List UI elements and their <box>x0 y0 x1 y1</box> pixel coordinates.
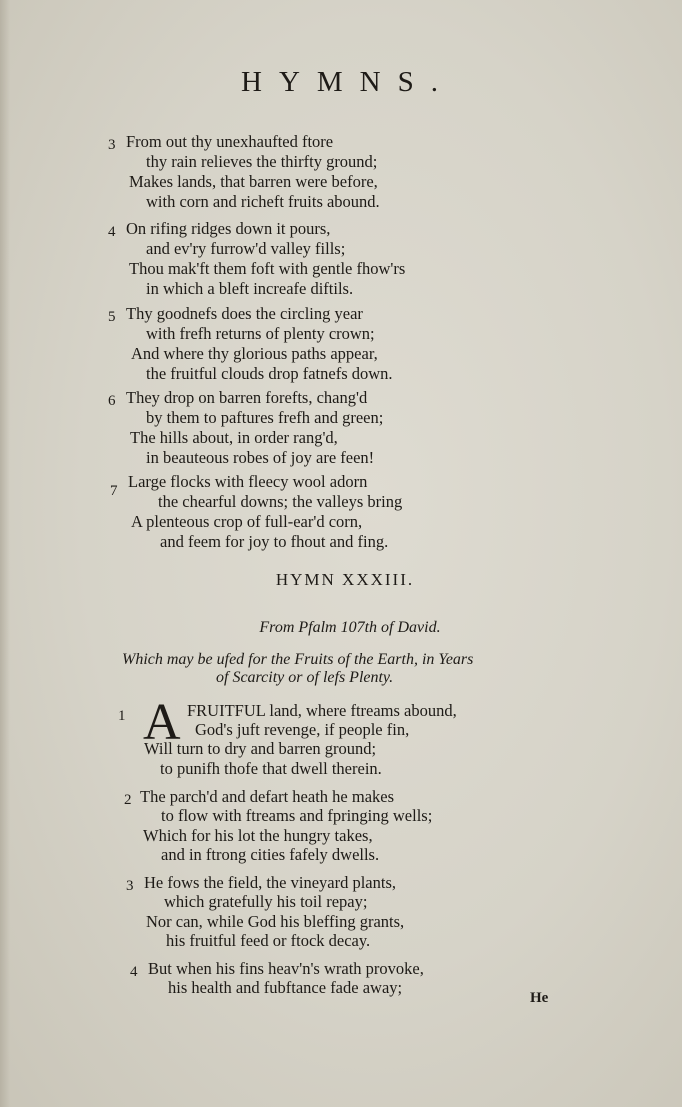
verse-line: A plenteous crop of full-ear'd corn, <box>131 512 363 531</box>
verse-line: thy rain relieves the thirfty ground; <box>146 152 378 171</box>
verse-line: in beauteous robes of joy are feen! <box>146 448 375 467</box>
verse-line: The hills about, in order rang'd, <box>130 428 338 447</box>
drop-capital: A <box>143 694 181 751</box>
verse-line: his fruitful feed or ftock decay. <box>166 931 371 950</box>
verse-line: with corn and richeft fruits abound. <box>146 192 380 211</box>
verse-line: They drop on barren forefts, chang'd <box>126 388 368 407</box>
verse-line: his health and fubftance fade away; <box>168 978 403 997</box>
verse-line: And where thy glorious paths appear, <box>131 344 378 363</box>
verse-line: by them to paftures frefh and green; <box>146 408 384 427</box>
verse-number: 4 <box>130 964 138 980</box>
verse-line: and feem for joy to fhout and fing. <box>160 532 389 551</box>
verse-number: 1 <box>118 708 126 724</box>
verse-line: to punifh thofe that dwell therein. <box>160 759 382 778</box>
verse-line: in which a bleft increafe diftils. <box>146 279 354 298</box>
hymn-purpose-line-1: Which may be ufed for the Fruits of the Earth, in Years <box>122 651 474 668</box>
verse-line: which gratefully his toil repay; <box>164 892 368 911</box>
hymn-purpose-line-2: of Scarcity or of lefs Plenty. <box>216 669 394 686</box>
psalm-subtitle: From Pfalm 107th of David. <box>259 619 441 636</box>
verse-line: Thou mak'ft them foft with gentle fhow'rs <box>129 259 406 278</box>
verse-line: FRUITFUL land, where ftreams abound, <box>187 701 457 720</box>
verse-number: 3 <box>126 878 134 894</box>
page-edge-shadow <box>0 0 10 1107</box>
verse-number: 4 <box>108 224 116 240</box>
verse-line: and in ftrong cities fafely dwells. <box>161 845 380 864</box>
verse-line: the chearful downs; the valleys bring <box>158 492 403 511</box>
verse-line: Which for his lot the hungry takes, <box>143 826 373 845</box>
verse-line: Thy goodnefs does the circling year <box>126 304 363 323</box>
verse-line: the fruitful clouds drop fatnefs down. <box>146 364 393 383</box>
verse-line: with frefh returns of plenty crown; <box>146 324 375 343</box>
verse-line: The parch'd and defart heath he makes <box>140 787 395 806</box>
hymn-title: HYMN XXXIII. <box>275 570 415 589</box>
verse-line: He fows the field, the vineyard plants, <box>144 873 397 892</box>
running-head: HYMNS. <box>241 66 455 98</box>
verse-number: 7 <box>110 483 118 499</box>
verse-line: to flow with ftreams and fpringing wells; <box>161 806 433 825</box>
verse-line: But when his fins heav'n's wrath provoke, <box>148 959 424 978</box>
catchword: He <box>530 990 549 1006</box>
verse-line: On rifing ridges down it pours, <box>126 219 331 238</box>
verse-line: God's juft revenge, if people fin, <box>195 720 410 739</box>
verse-line: From out thy unexhaufted ftore <box>126 132 334 151</box>
verse-number: 2 <box>124 792 132 808</box>
verse-line: Makes lands, that barren were before, <box>129 172 378 191</box>
verse-line: Nor can, while God his bleffing grants, <box>146 912 405 931</box>
verse-line: and ev'ry furrow'd valley fills; <box>146 239 346 258</box>
verse-number: 5 <box>108 309 116 325</box>
verse-line: Large flocks with fleecy wool adorn <box>128 472 368 491</box>
verse-number: 6 <box>108 393 116 409</box>
verse-line: Will turn to dry and barren ground; <box>144 739 377 758</box>
verse-number: 3 <box>108 137 116 153</box>
